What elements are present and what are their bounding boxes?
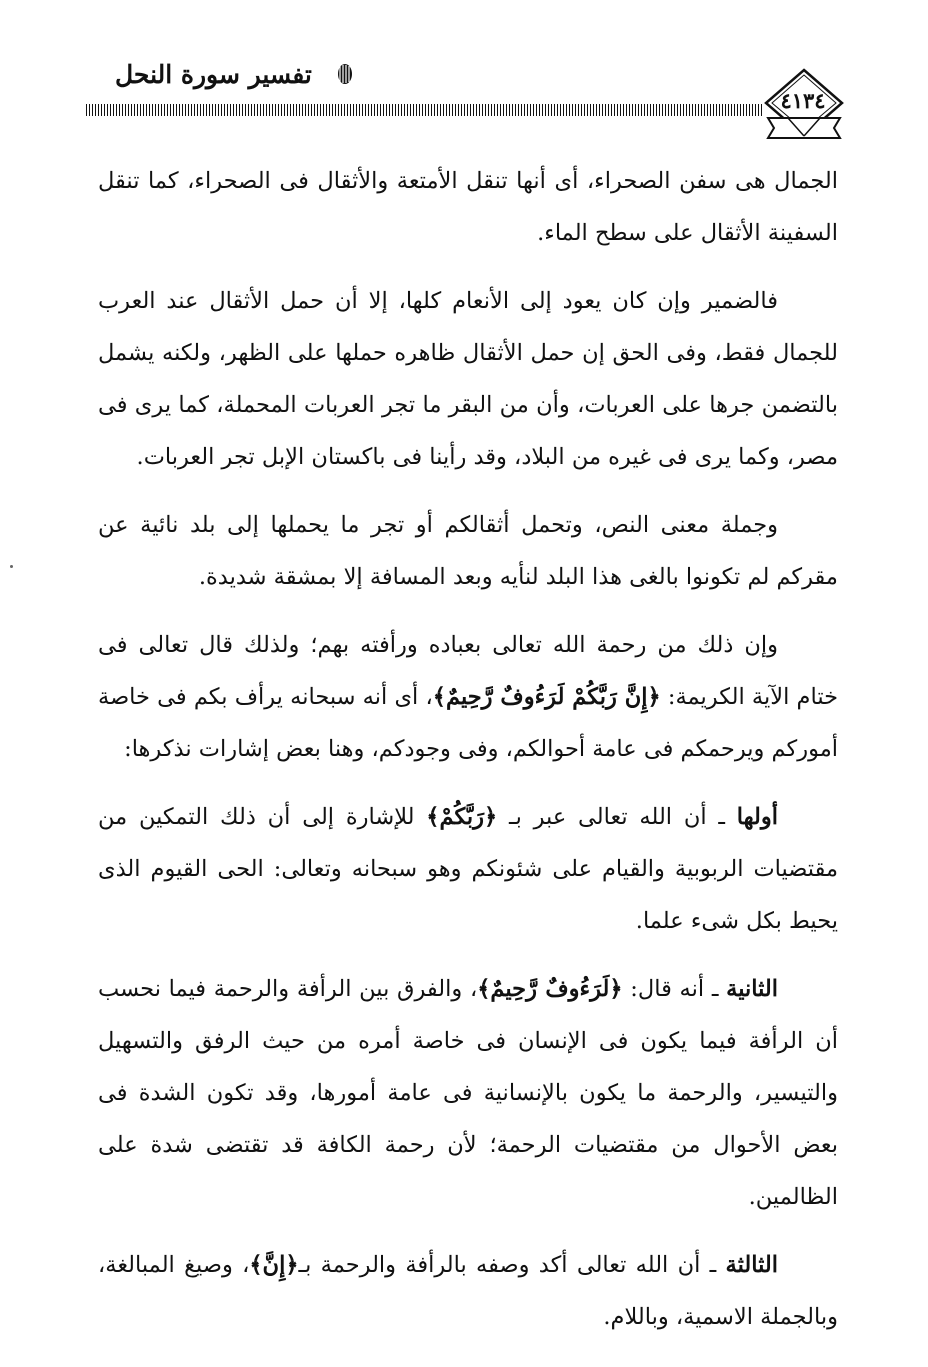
point-lead: أولها <box>736 804 778 830</box>
margin-speck <box>10 565 13 568</box>
quran-quote: ﴿رَبَّكُمْ﴾ <box>426 804 498 830</box>
quran-quote: ﴿إِنَّ﴾ <box>249 1252 299 1278</box>
paragraph <box>98 275 838 483</box>
ornament-icon <box>336 63 354 85</box>
paragraph-text: ، وصيغ المبالغة، وبالجملة الاسمية، وباللام. <box>98 1252 838 1330</box>
paragraph-text: فالضمير وإن كان يعود إلى الأنعام كلها، إلا أن حمل الأثقال عند العرب للجمال فقط، وفى الحق إن حمل الأثقال ظاهره حملها على الظهر، ولكنه يشمل بالتضمن جرها على العربات، وأن من البقر ما تجر العربات المحملة، كما يرى فى مصر، وكما يرى فى غيره من البلاد، وقد رأينا فى باكستان الإبل تجر العربات. <box>98 288 838 470</box>
paragraph <box>98 963 838 1223</box>
paragraph-text: الجمال هى سفن الصحراء، أى أنها تنقل الأمتعة والأثقال فى الصحراء، كما تنقل السفينة الأثقال على سطح الماء. <box>98 168 838 246</box>
paragraph-text: للإشارة إلى أن ذلك التمكين من مقتضيات الربوبية والقيام على شئونكم وهو سبحانه وتعالى: الحى القيوم الذى يحيط بكل شىء علما. <box>98 804 838 934</box>
body-text <box>98 155 838 1359</box>
paragraph-text: ، والفرق بين الرأفة والرحمة فيما نحسب أن الرأفة فيما يكون فى الإنسان فى خاصة أمره من حيث الرفق والتسهيل والتيسير، والرحمة ما يكون بالإنسانية فى عامة أمورها، وقد تكون الشدة فى بعض الأحوال من مقتضيات الرحمة؛ لأن رحمة الكافة قد تقتضى شدة على الظالمين. <box>98 976 838 1210</box>
header-rule <box>86 104 762 116</box>
quran-quote: ﴿لَرَءُوفٌ رَّحِيمٌ﴾ <box>477 976 623 1002</box>
paragraph-text: ـ أن الله تعالى عبر بـ <box>497 804 737 830</box>
page-number: ٤١٣٤ <box>780 88 826 113</box>
paragraph <box>98 1239 838 1343</box>
page-header <box>0 0 928 150</box>
paragraph-text: ـ أنه قال: <box>622 976 727 1002</box>
paragraph <box>98 791 838 947</box>
point-lead: الثالثة <box>725 1252 778 1278</box>
running-title: تفسير سورة النحل <box>115 60 312 89</box>
paragraph <box>98 499 838 603</box>
paragraph <box>98 155 838 259</box>
paragraph-text: وجملة معنى النص، وتحمل أثقالكم أو تجر ما يحملها إلى بلد نائية عن مقركم لم تكونوا بالغى هذا البلد لنأيه وبعد المسافة إلا بمشقة شديدة. <box>98 512 838 590</box>
paragraph-text: ـ أن الله تعالى أكد وصفه بالرأفة والرحمة بـ <box>298 1252 726 1278</box>
paragraph-text: وإن ذلك من رحمة الله تعالى بعباده ورأفته بهم؛ ولذلك قال تعالى فى ختام الآية الكريمة: <box>98 632 839 710</box>
quran-quote: ﴿إِنَّ رَبَّكُمْ لَرَءُوفٌ رَّحِيمٌ﴾ <box>432 684 661 710</box>
point-lead: الثانية <box>726 976 778 1002</box>
paragraph <box>98 619 838 775</box>
paragraph-text: ، أى أنه سبحانه يرأف بكم فى خاصة أموركم ويرحمكم فى عامة أحوالكم، وفى وجودكم، وهنا بعض إشارات نذكرها: <box>98 684 838 762</box>
